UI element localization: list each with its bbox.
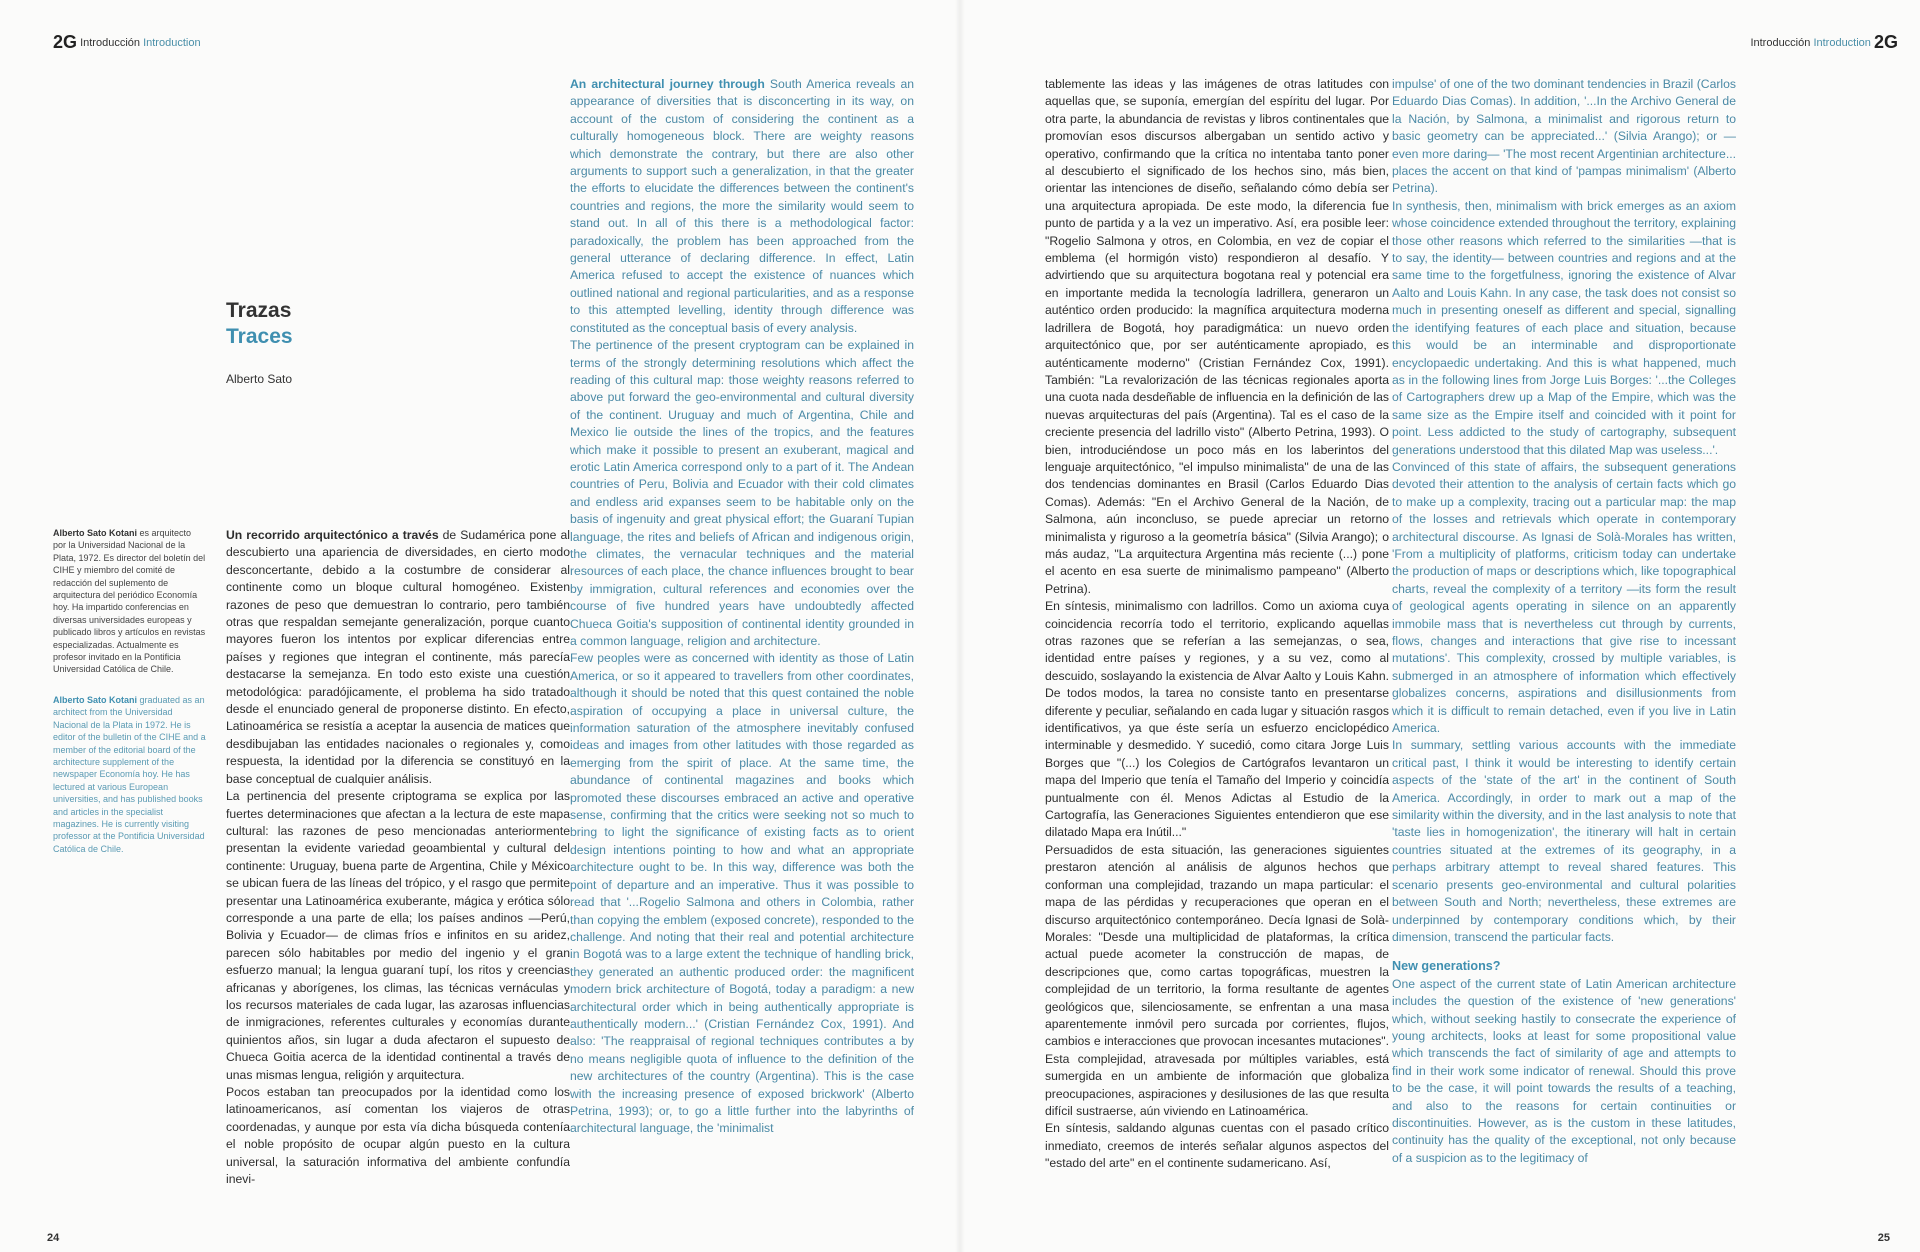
lead-in: Un recorrido arquitectónico a través — [226, 528, 439, 542]
text-column-es-1 — [226, 527, 570, 1197]
author-bio-es — [53, 527, 206, 676]
paragraph: Un recorrido arquitectónico a través de Sudamérica pone al descubierto una apariencia de diversidades, en cierto modo desconcertante, debido a la costumbre de considerar al continente como un bloque cultural homogéneo. Existen razones de peso que demuestran lo contrario, pero también otras que respaldan semejante generalización, porque cuanto mayores fueron los intentos por explicar diferencias entre países y regiones que integran el continente, más parecía destacarse la semejanza. En todo esto existe una cuestión metodológica: paradójicamente, el problema ha sido tratado desde el enunciado general de proponerse distinto. En efecto, Latinoamérica se resistía a aceptar la ausencia de matices que desdibujaban las entidades nacionales o regionales y, como respuesta, la identidad por la diferencia se constituyó en la base conceptual de cualquier análisis. — [226, 528, 570, 786]
section-label-en: Introduction — [143, 37, 201, 49]
text-column-en-1 — [570, 76, 914, 1196]
paragraph: tablemente las ideas y las imágenes de otras latitudes con aquellas que, se suponía, emergían del espíritu del lugar. Por otra parte, la abundancia de revistas y libros continentales que promovían esos discursos albergaban un sentido activo y operativo, confirmando que la crítica no intentaba tanto poner al descubierto el significado de los hechos sino, más bien, orientar las intenciones de diseño, señalando cómo debía ser una arquitectura apropiada. De este modo, la diferencia fue punto de partida y a la vez un imperativo. Así, era posible leer: "Rogelio Salmona y otros, en Colombia, en vez de copiar el emblema (el hormigón visto) respondieron al desafío. Y advirtiendo que su arquitectura bogotana real y potencial era en importante medida la tecnología ladrillera, generaron un auténtico orden producido: la magnífica arquitectura moderna ladrillera de Bogotá, hoy paradigmática: un nuevo orden arquitectónico que, por ser auténticamente apropiado, es auténticamente moderno" (Cristian Fernández Cox, 1991). También: "La revalorización de las técnicas regionales aporta una cuota nada desdeñable de influencia en la definición de las nuevas arquitecturas del país (Argentina). Tal es el caso de la creciente presencia del ladrillo visto" (Alberto Petrina, 1993). O bien, introduciéndose un poco más en los laberintos del lenguaje arquitectónico, "el impulso minimalista" de una de las dos tendencias dominantes en Brasil (Carlos Eduardo Dias Comas). Además: "En el Archivo General de la Nación, de Salmona, aún inconcluso, se puede apreciar un retorno minimalista y riguroso a la geometría básica" (Silvia Arango); o más audaz, "La arquitectura Argentina más reciente (...) pone el acento en esa suerte de minimalismo pampeano" (Alberto Petrina). — [1045, 77, 1389, 596]
paragraph: In synthesis, then, minimalism with brick emerges as an axiom whose coincidence extended throughout the territory, explaining those other reasons which referred to the similarities —that is to say, the identity— between countries and regions and at the same time to the forgetfulness, ignoring the existence of Alvar Aalto and Louis Kahn. In any case, the task does not consist so much in presenting oneself as different and special, signalling the identifying features of each place and situation, because this would be an interminable and disproportionate encyclopaedic undertaking. And this is what happened, much as in the following lines from Jorge Luis Borges: '...the Colleges of Cartographers drew up a Map of the Empire, which was the same size as the Empire itself and coincided with it point for point. Less addicted to the study of cartography, subsequent generations understood that this dilated Map was useless...'. — [1392, 198, 1736, 457]
magazine-logo: 2G — [53, 32, 78, 52]
text-column-en-2 — [1392, 76, 1736, 1196]
author-bio-en — [53, 694, 206, 855]
paragraph: Persuadidos de esta situación, las generaciones siguientes prestaron atención al análisis de algunos hechos que conforman una complejidad, trazando un mapa particular: el mapa de las pérdidas y recuperaciones que operan en el discurso arquitectónico contemporáneo. Decía Ignasi de Solà-Morales: "Desde una multiplicidad de plataformas, la crítica actual puede acometer la construcción de mapas, de descripciones que, como cartas topográficas, muestren la complejidad de un territorio, la forma resultante de agentes geológicos que, silenciosamente, se enfrentan a una masa aparentemente inmóvil pero surcada por corrientes, flujos, cambios e interacciones que provocan incesantes mutaciones". Esta complejidad, atravesada por múltiples variables, está sumergida en un ambiente de información que globaliza preocupaciones, aspiraciones y desilusiones de las que resulta difícil sustraerse, aún viviendo en Latinoamérica. — [1045, 842, 1389, 1118]
section-label-en: Introduction — [1813, 37, 1871, 49]
section-label-es: Introducción — [80, 37, 141, 49]
paragraph: In summary, settling various accounts with the immediate critical past, I think it would be interesting to identify certain aspects of the 'state of the art' in the continent of South America. Accordingly, in order to mark out a map of the similarity within the diversity, and in the last analysis to note that 'taste lies in homogenization', the itinerary will halt in certain countries situated at the extremes of its geography, in a perhaps arbitrary attempt to reveal shared features. This scenario presents geo-environmental and cultural polarities between South and North; nevertheless, these extremes are underpinned by contemporary conditions which, by their dimension, transcend the particular facts. — [1392, 738, 1736, 944]
bio-name-en: Alberto Sato Kotani — [53, 695, 138, 705]
bio-text-es: es arquitecto por la Universidad Nacional de la Plata, 1972. Es director del boletín del CIHE y miembro del comité de redacción del suplemento de arquitectura del periódico Economía hoy. Ha impartido conferencias en diversas universidades europeas y publicado libros y artículos en revistas especializadas. Actualmente es profesor invitado en la Pontificia Universidad Católica de Chile. — [53, 528, 206, 675]
article-title-block — [226, 298, 293, 386]
paragraph: The pertinence of the present cryptogram can be explained in terms of the strongly determining resolutions which affect the reading of this cultural map: those weighty reasons referred to above put forward the geo-environmental and cultural diversity of the continent. Uruguay and much of Argentina, Chile and Mexico lie outside the lines of the tropics, and the features which make it possible to present an exuberant, magical and erotic Latin America correspond only to a part of it. The Andean countries of Peru, Bolivia and Ecuador with their cold climates and endless arid expanses seem to be habitable only on the basis of ingenuity and great physical effort; the Guaraní Tupian language, the rites and beliefs of African and indigenous origin, the climates, the vernacular techniques and the material resources of each place, the chance influences brought to bear by immigration, cultural references and economies over the course of five hundred years have undoubtedly affected Chueca Goitia's supposition of continental identity grounded in a common language, religion and architecture. — [570, 338, 914, 648]
bio-text-en: graduated as an architect from the Universidad Nacional de la Plata in 1972. He is editor of the bulletin of the CIHE and a member of the editorial board of the architecture supplement of the newspaper Economía hoy. He has lectured at various European universities, and has published books and articles in the specialist magazines. He is currently visiting professor at the Pontificia Universidad Católica de Chile. — [53, 695, 206, 854]
paragraph: Pocos estaban tan preocupados por la identidad como los latinoamericanos, así comentan los viajeros de otras coordenadas, y aunque por esta vía dicha búsqueda contenía el noble propósito de ocupar algún puesto en la cultura universal, la saturación informativa del ambiente confundía inevi- — [226, 1085, 570, 1187]
paragraph: En síntesis, saldando algunas cuentas con el pasado crítico inmediato, creemos de interés señalar algunos aspectos del "estado del arte" en el continente sudamericano. Así, — [1045, 1121, 1389, 1171]
paragraph: En síntesis, minimalismo con ladrillos. Como un axioma cuya coincidencia recorría todo el territorio, explicando aquellas otras razones que se referían a las semejanzas, o sea, identidad entre países y regiones, y a su vez, como al descuido, soslayando la existencia de Alvar Aalto y Louis Kahn. De todos modos, la tarea no consiste tanto en presentarse diferente y peculiar, señalando en cada lugar y situación rasgos identificativos, ya que éste sería un esfuerzo enciclopédico interminable y desmedido. Y sucedió, como citara Jorge Luis Borges que "(...) los Colegios de Cartógrafos levantaron un mapa del Imperio que tenía el Tamaño del Imperio y coincidía puntualmente con él. Menos Adictas al Estudio de la Cartografía, las Generaciones Siguientes entendieron que ese dilatado Mapa era Inútil..." — [1045, 599, 1389, 840]
article-title-en: Traces — [226, 325, 293, 348]
paragraph: La pertinencia del presente criptograma se explica por las fuertes determinaciones que afectan a la lectura de este mapa cultural: las razones de peso mencionadas anteriormente presentan la evidente variedad geoambiental y cultural del continente: Uruguay, buena parte de Argentina, Chile y México se ubican fuera de las líneas del trópico, y el rasgo que permite presentar una Latinoamérica exuberante, mágica y erótica sólo corresponde a una parte de ella; los países andinos —Perú, Bolivia y Ecuador— de climas fríos e infinitos en su aridez, parecen sólo habitables por medio del ingenio y el gran esfuerzo manual; la lengua guaraní tupí, los ritos y creencias africanas y aborígenes, los climas, las técnicas vernáculas y los recursos materiales de cada lugar, las azarosas influencias de inmigraciones, referentes culturales y economías durante quinientos años, sin lugar a duda afectaron el supuesto de Chueca Goitia acerca de la identidad continental a través de unas mismas lengua, religión y arquitectura. — [226, 789, 570, 1082]
text-column-es-2 — [1045, 76, 1389, 1196]
article-title-es: Trazas — [226, 299, 292, 322]
paragraph: Convinced of this state of affairs, the subsequent generations devoted their attention to the analysis of certain facts which go to make up a complexity, tracing out a particular map: the map of the losses and retrievals which operate in contemporary architectural discourse. As Ignasi de Solà-Morales has written, 'From a multiplicity of platforms, criticism today can undertake the production of maps or descriptions which, like topographical charts, reveal the complexity of a territory —its form the result of geological agents operating in silence on an apparently immobile mass that is nevertheless cut through by currents, flows, changes and interactions that give rise to incessant mutations'. This complexity, crossed by multiple variables, is submerged in an atmosphere of information which effectively globalizes concerns, aspirations and disillusionments from which it is difficult to remain detached, even if you live in Latin America. — [1392, 459, 1736, 736]
paragraph: impulse' of one of the two dominant tendencies in Brazil (Carlos Eduardo Dias Comas). In addition, '...In the Archivo General de la Nación, by Salmona, a minimalist and rigorous return to basic geometry can be appreciated...' (Silvia Arango); or —even more daring— 'The most recent Argentinian architecture... places the accent on that kind of 'pampas minimalism' (Alberto Petrina). — [1392, 77, 1736, 196]
bio-name-es: Alberto Sato Kotani — [53, 528, 138, 538]
article-author: Alberto Sato — [226, 372, 293, 386]
paragraph: One aspect of the current state of Latin American architecture includes the question of the existence of 'new generations' which, without seeking hastily to consecrate the experience of young architects, looks at least for some propositional value which transcends the fact of similarity of age and attempts to find in their work some indicator of renewal. Should this prove to be the case, it will point towards the results of a teaching, and also to the reasons for certain continuities or discontinuities. However, as is the custom in these latitudes, continuity has the quality of the exceptional, not only because of a suspicion as to the legitimacy of — [1392, 976, 1736, 1165]
spread-gutter — [955, 0, 965, 1252]
magazine-logo: 2G — [1873, 32, 1898, 52]
page-number-left: 24 — [47, 1232, 60, 1244]
section-heading: New generations? — [1392, 959, 1501, 974]
page-number-right: 25 — [1877, 1232, 1890, 1244]
paragraph: Few peoples were as concerned with identity as those of Latin America, or so it appeared to travellers from other coordinates, although it should be noted that this quest contained the noble aspiration of occupying a place in universal culture, the information saturation of the atmosphere inevitably confused ideas and images from other latitudes with those regarded as emerging from the spirit of place. At the same time, the abundance of continental magazines and books which promoted these discourses embraced an active and operative sense, confirming that the critics were seeking not so much to bring to light the significance of existing facts as to orient design intentions pointing to how and what an appropriate architecture ought to be. In this way, difference was both the point of departure and an imperative. Thus it was possible to read that '...Rogelio Salmona and others in Colombia, rather than copying the emblem (exposed concrete), responded to the challenge. And noting that their real and potential architecture in Bogotá was to a large extent the technique of handling brick, they generated an authentic produced order: the magnificent modern brick architecture of Bogotá, today a paradigm: a new architectural order which in being authentically appropriate is authentically modern...' (Cristian Fernández Cox, 1991). And also: 'The reappraisal of regional techniques contributes a by no means negligible quota of influence to the definition of the new architectures of the country (Argentina). This is the case with the increasing presence of exposed brickwork' (Alberto Petrina, 1993); or, to go a little further into the labyrinths of architectural language, the 'minimalist — [570, 651, 914, 1136]
running-header-right — [1750, 32, 1898, 53]
running-header-left — [53, 32, 201, 53]
section-label-es: Introducción — [1750, 37, 1811, 49]
lead-in: An architectural journey through — [570, 77, 765, 91]
paragraph: An architectural journey through South America reveals an appearance of diversities that is disconcerting in its way, on account of the custom of considering the continent as a culturally homogeneous block. There are weighty reasons which demonstrate the contrary, but there are also other arguments to support such a generalization, in that the greater the efforts to elucidate the differences between the continent's countries and regions, the more the similarity would seem to stand out. In all of this there is a methodological factor: paradoxically, the problem has been approached from the general utterance of declaring difference. In effect, Latin America refused to accept the existence of nuances which outlined national and regional particularities, and as a response to this attempted levelling, identity through difference was constituted as the conceptual basis of every analysis. — [570, 77, 914, 335]
